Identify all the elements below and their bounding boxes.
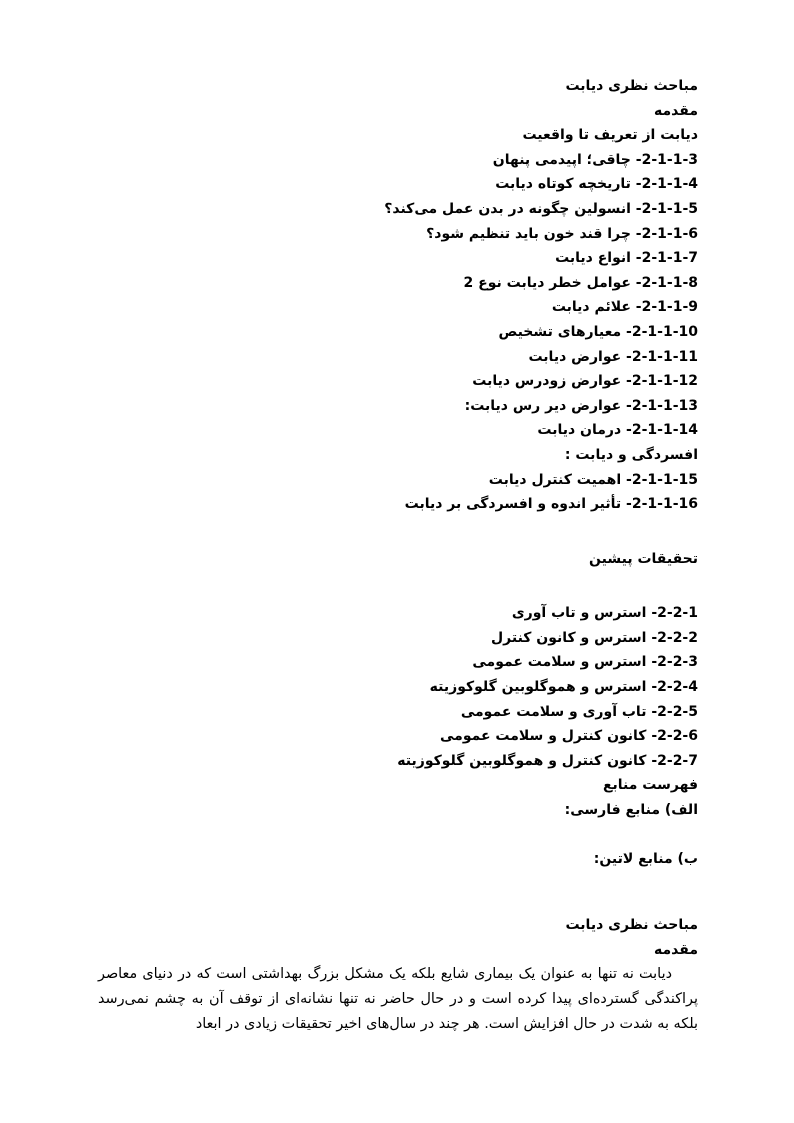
toc-item: 2-1-1-9- علائم دیابت	[551, 299, 698, 316]
toc-refs-persian: الف) منابع فارسی:	[564, 802, 698, 819]
table-of-contents	[178, 74, 698, 871]
toc-item: 2-2-4- استرس و هموگلوبین گلوکوزیته	[429, 679, 698, 696]
intro-paragraph: دیابت نه تنها به عنوان یک بیماری شایع بلکه یک مشکل بزرگ بهداشتی است که در دنیای معاصر پراکندگی گسترده‌ای پیدا کرده است و در حال حاضر نه تنها نشانه‌ای از توقف آن به چشم نمی‌رسد بلکه به شدت در حال افزایش است. هر چند در سال‌های اخیر تحقیقات زیادی در ابعاد	[98, 966, 698, 1033]
toc-item: 2-2-5- تاب آوری و سلامت عمومی	[460, 703, 698, 720]
section-heading-intro: مقدمه	[654, 941, 698, 958]
toc-item: 2-1-1-14- درمان دیابت	[537, 422, 698, 439]
toc-heading-definition: دیابت از تعریف تا واقعیت	[522, 127, 698, 144]
toc-item: 2-2-2- استرس و کانون کنترل	[491, 629, 698, 646]
body-section	[98, 913, 698, 1037]
toc-item: 2-1-1-8- عوامل خطر دیابت نوع 2	[463, 274, 698, 291]
toc-refs-latin: ب) منابع لاتین:	[593, 850, 698, 867]
toc-item: 2-1-1-4- تاریخچه کوتاه دیابت	[495, 176, 698, 193]
toc-heading-research: تحقیقات پیشین	[589, 550, 698, 567]
toc-item: 2-2-3- استرس و سلامت عمومی	[472, 654, 698, 671]
toc-heading-theory: مباحث نظری دیابت	[565, 78, 698, 94]
toc-item: 2-1-1-3- چاقی؛ اپیدمی پنهان	[492, 151, 698, 168]
toc-item: 2-2-1- استرس و تاب آوری	[511, 605, 698, 622]
toc-item: 2-1-1-16- تأثیر اندوه و افسردگی بر دیابت	[404, 496, 698, 513]
toc-item: 2-2-7- کانون کنترل و هموگلوبین گلوکوزیته	[397, 752, 698, 769]
toc-item: 2-1-1-12- عوارض زودرس دیابت	[472, 373, 698, 390]
toc-item: 2-1-1-11- عوارض دیابت	[528, 348, 698, 365]
toc-heading-depression: افسردگی و دیابت :	[564, 446, 698, 463]
section-heading-theory: مباحث نظری دیابت	[565, 917, 698, 933]
toc-item: 2-2-6- کانون کنترل و سلامت عمومی	[440, 728, 698, 745]
toc-item: 2-1-1-13- عوارض دیر رس دیابت:	[464, 397, 698, 414]
toc-item: 2-1-1-7- انواع دیابت	[555, 250, 698, 267]
toc-item: 2-1-1-5- انسولین چگونه در بدن عمل می‌کند؟	[384, 200, 698, 217]
toc-heading-references: فهرست منابع	[602, 777, 698, 794]
toc-heading-intro: مقدمه	[654, 102, 698, 119]
toc-item: 2-1-1-15- اهمیت کنترل دیابت	[488, 471, 698, 488]
toc-item: 2-1-1-6- چرا قند خون باید تنظیم شود؟	[426, 225, 698, 242]
toc-item: 2-1-1-10- معیارهای تشخیص	[498, 323, 698, 340]
